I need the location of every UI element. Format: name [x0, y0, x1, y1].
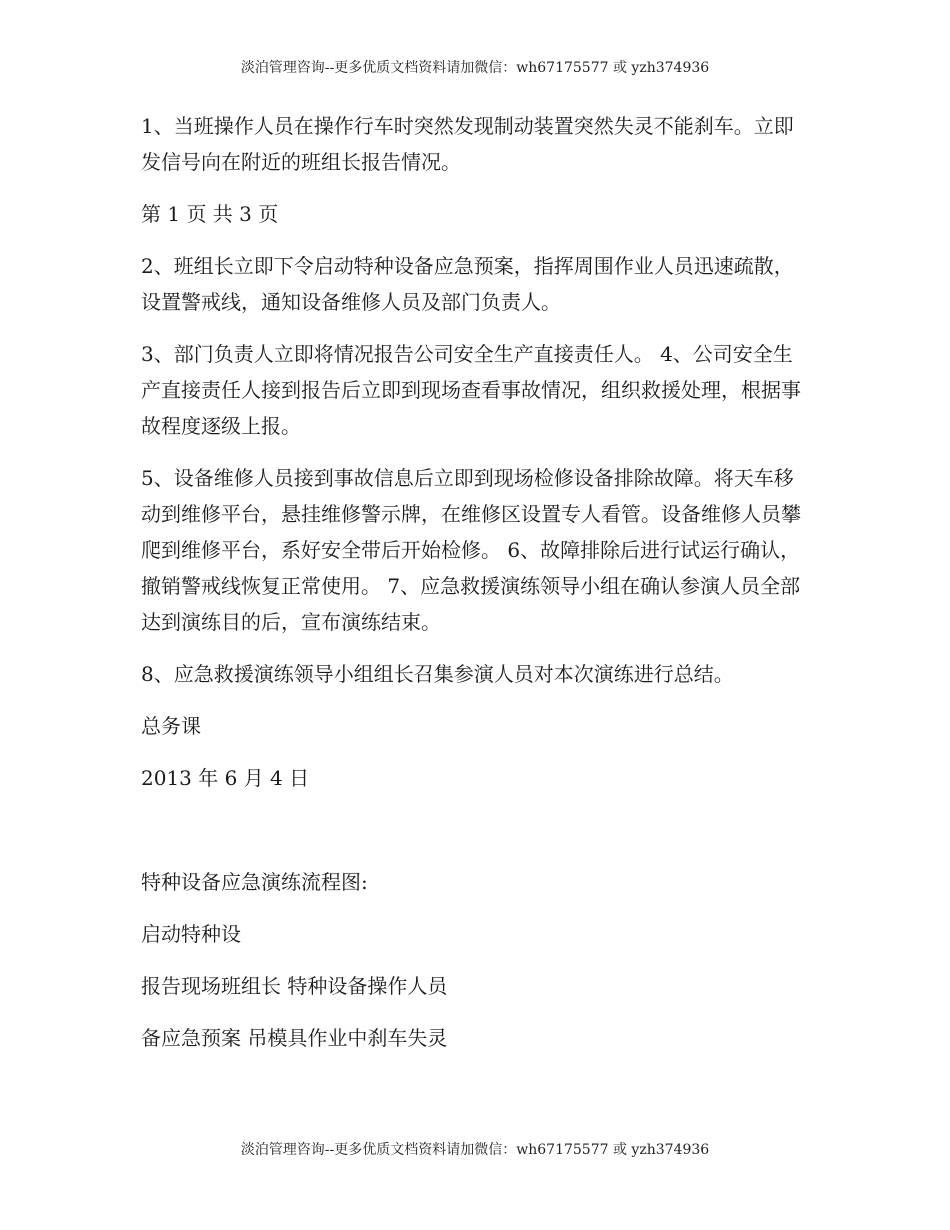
flowchart-line: 启动特种设	[141, 922, 241, 946]
paragraph-step-2: 2、班组长立即下令启动特种设备应急预案，指挥周围作业人员迅速疏散，设置警戒线，通知设备维修人员及部门负责人。	[141, 254, 794, 314]
paragraph-step-5-7: 5、设备维修人员接到事故信息后立即到现场检修设备排除故障。将天车移动到维修平台，悬挂维修警示牌，在维修区设置专人看管。设备维修人员攀爬到维修平台，系好安全带后开始检修。 6、故障排除后进行试运行确认，撤销警戒线恢复正常使用。 7、应急救援演练领导小组在确认参演人员全部达到演练目的后，宣布演练结束。	[141, 466, 801, 634]
page-footer: 淡泊管理咨询--更多优质文档资料请加微信：wh67175577 或 yzh374936	[240, 1142, 710, 1158]
page-number: 第 1 页 共 3 页	[141, 202, 279, 226]
page-header: 淡泊管理咨询--更多优质文档资料请加微信：wh67175577 或 yzh374936	[240, 60, 710, 76]
paragraph-step-8: 8、应急救援演练领导小组组长召集参演人员对本次演练进行总结。	[141, 662, 734, 686]
paragraph-step-3-4: 3、部门负责人立即将情况报告公司安全生产直接责任人。 4、公司安全生产直接责任人接到报告后立即到现场查看事故情况，组织救援处理，根据事故程度逐级上报。	[141, 342, 801, 438]
flowchart-line: 报告现场班组长 特种设备操作人员	[141, 974, 448, 998]
flowchart-title: 特种设备应急演练流程图:	[141, 870, 368, 894]
flowchart-line: 备应急预案 吊模具作业中刹车失灵	[141, 1026, 448, 1050]
department-signature: 总务课	[141, 714, 201, 738]
spacer	[141, 812, 811, 864]
paragraph-step-1: 1、当班操作人员在操作行车时突然发现制动装置突然失灵不能刹车。立即发信号向在附近的班组长报告情况。	[141, 114, 794, 174]
document-body	[141, 108, 811, 1072]
document-date: 2013 年 6 月 4 日	[141, 766, 310, 790]
